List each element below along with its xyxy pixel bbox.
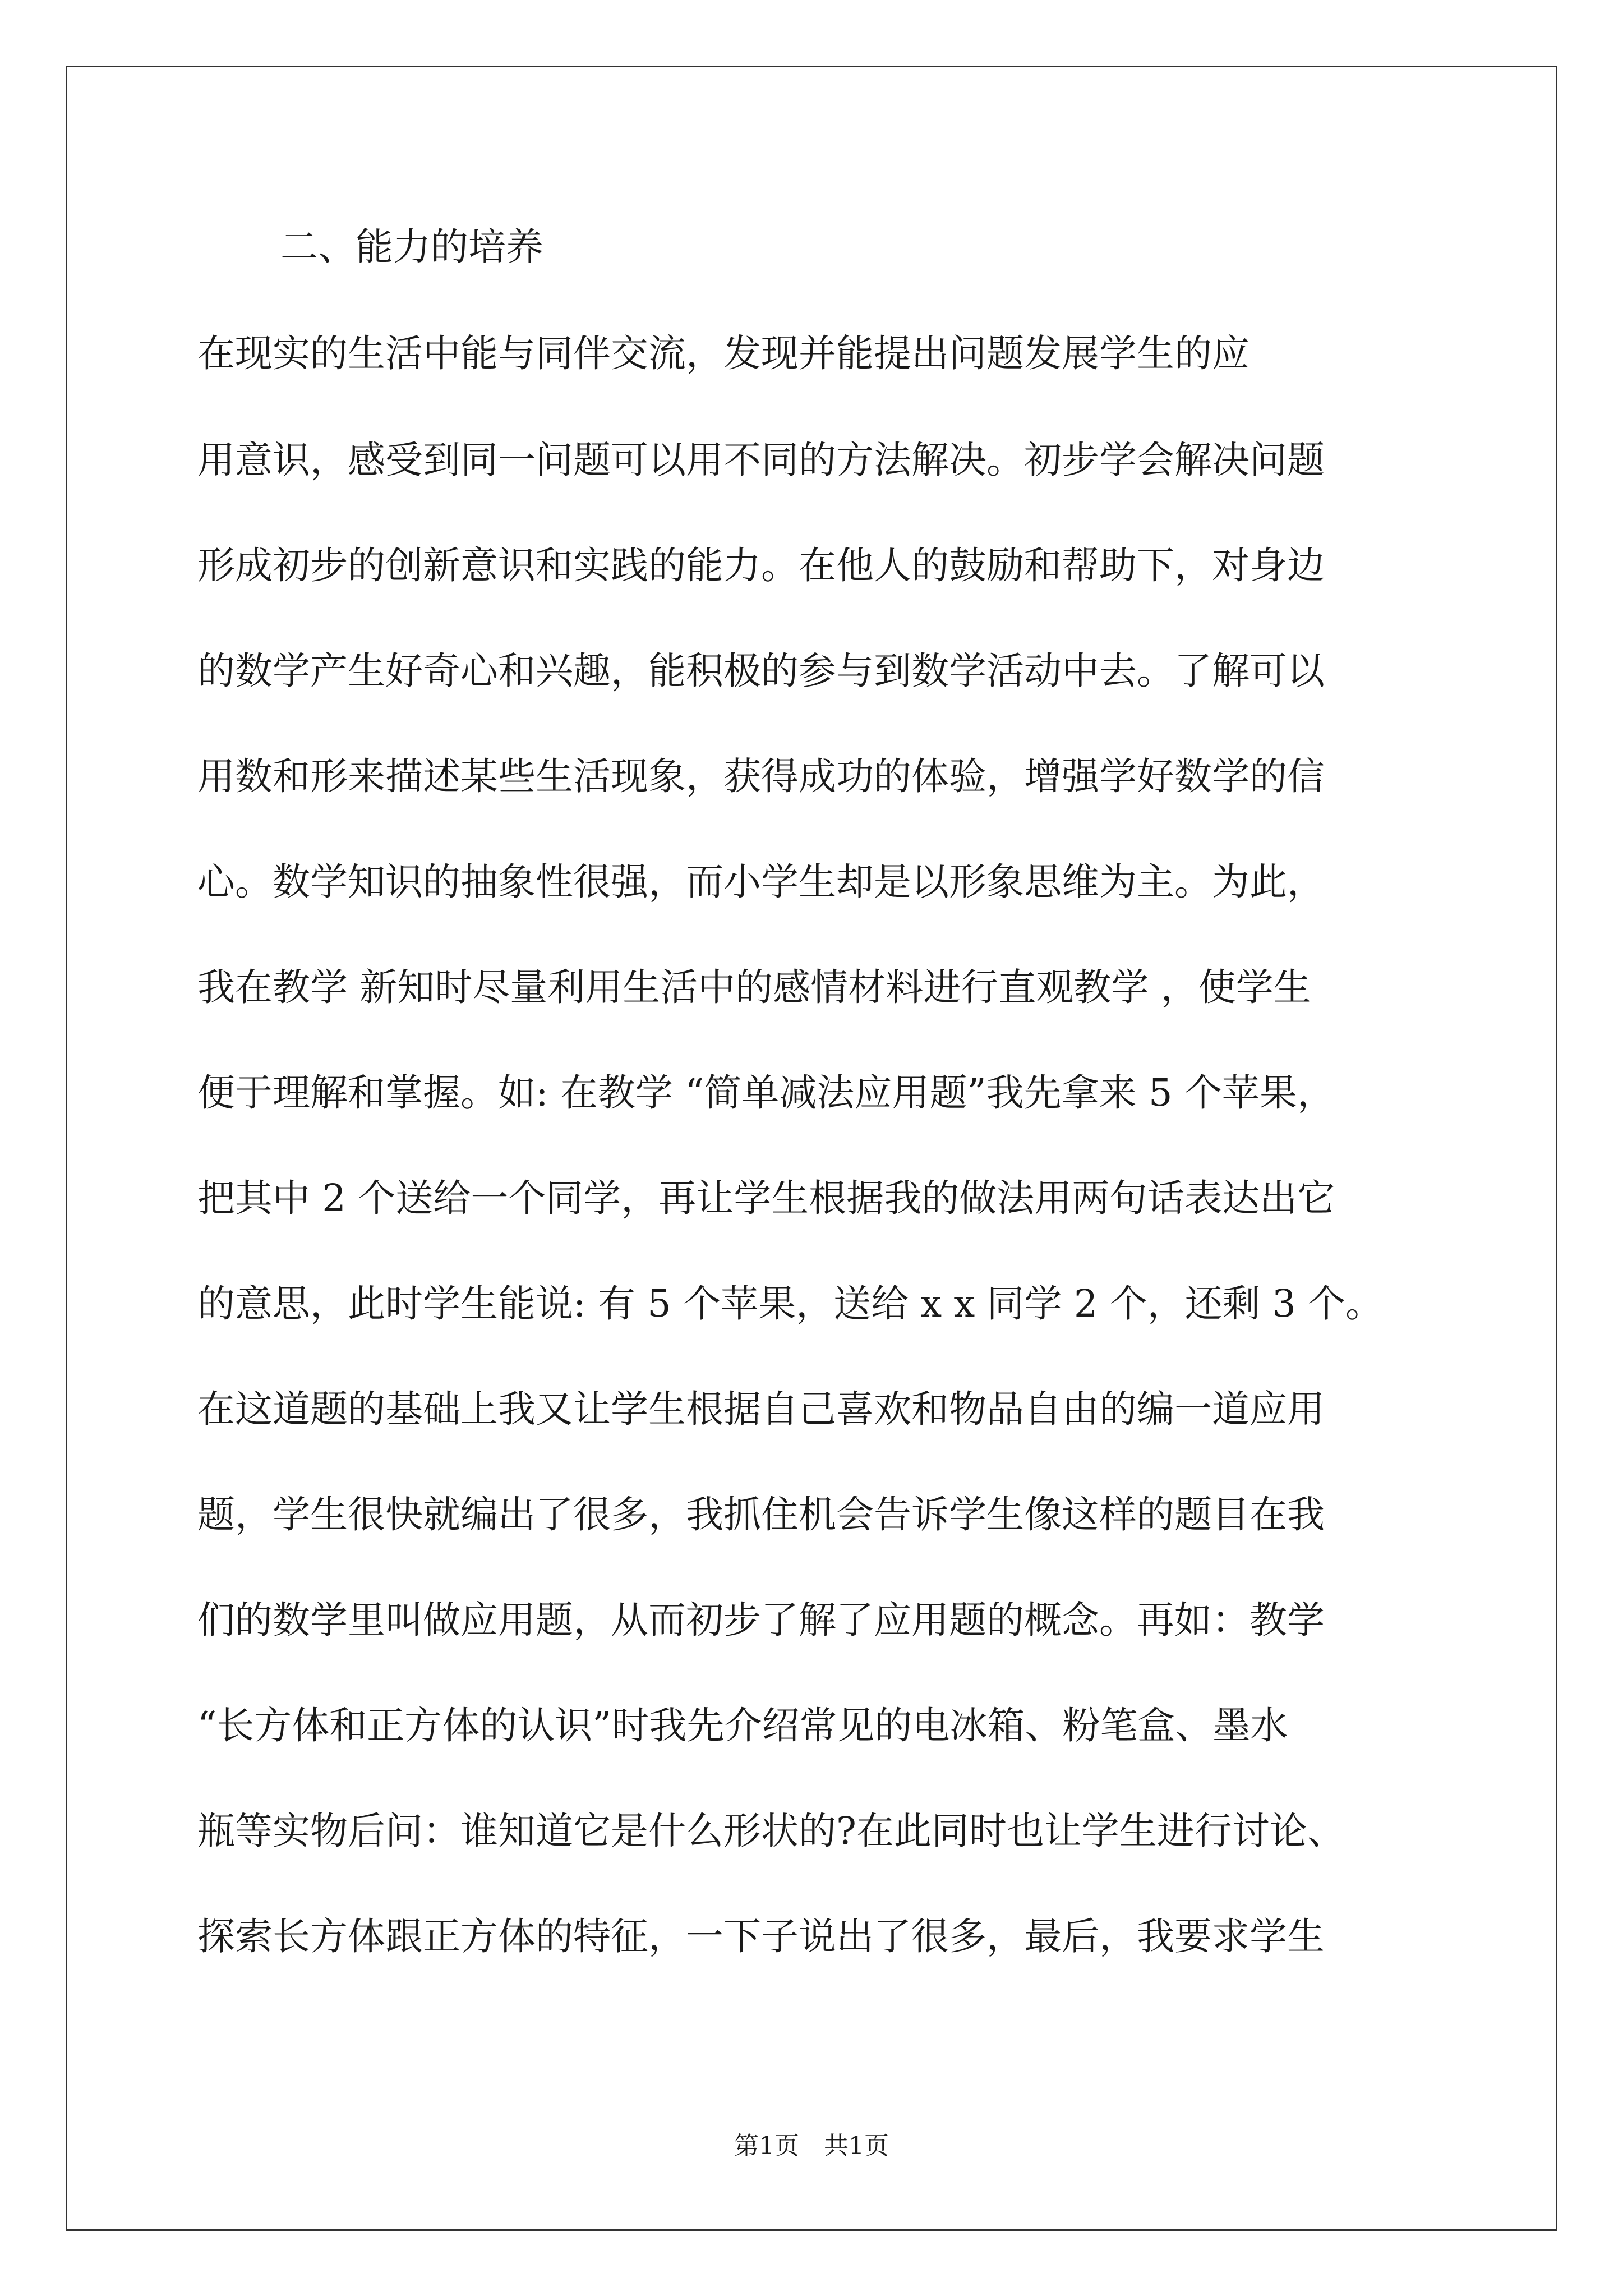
page-border [66,66,1557,2231]
body-line-12: 题，学生很快就编出了很多，我抓住机会告诉学生像这样的题目在我 [197,1493,1325,1536]
body-line-10: 的意思，此时学生能说: 有 5 个苹果，送给 x x 同学 2 个，还剩 3 个。 [197,1282,1383,1326]
page-number-footer: 第1页 共1页 [734,2132,889,2160]
body-line-7: 我在教学 新知时尽量利用生活中的感情材料进行直观教学 ，使学生 [197,965,1311,1009]
body-line-6: 心。数学知识的抽象性很强，而小学生却是以形象思维为主。为此， [197,860,1325,904]
body-line-11: 在这道题的基础上我又让学生根据自己喜欢和物品自由的编一道应用 [197,1387,1325,1431]
body-line-4: 的数学产生好奇心和兴趣，能积极的参与到数学活动中去。了解可以 [197,649,1325,693]
body-line-16: 探索长方体跟正方体的特征，一下子说出了很多，最后，我要求学生 [197,1915,1325,1958]
body-line-15: 瓶等实物后问：谁知道它是什么形状的?在此同时也让学生进行讨论、 [197,1809,1345,1853]
body-line-3: 形成初步的创新意识和实践的能力。在他人的鼓励和帮助下，对身边 [197,544,1325,587]
section-heading: 二、能力的培养 [280,225,543,269]
body-line-14: “长方体和正方体的认识”时我先介绍常见的电冰箱、粉笔盒、墨水 [197,1704,1288,1747]
body-line-2: 用意识，感受到同一问题可以用不同的方法解决。初步学会解决问题 [197,438,1325,482]
body-line-9: 把其中 2 个送给一个同学，再让学生根据我的做法用两句话表达出它 [197,1176,1335,1220]
body-line-13: 们的数学里叫做应用题，从而初步了解了应用题的概念。再如：教学 [197,1598,1325,1642]
body-line-5: 用数和形来描述某些生活现象，获得成功的体验，增强学好数学的信 [197,754,1325,798]
body-line-1: 在现实的生活中能与同伴交流，发现并能提出问题发展学生的应 [197,332,1249,375]
body-line-8: 便于理解和掌握。如: 在教学 “简单减法应用题”我先拿来 5 个苹果， [197,1071,1335,1115]
